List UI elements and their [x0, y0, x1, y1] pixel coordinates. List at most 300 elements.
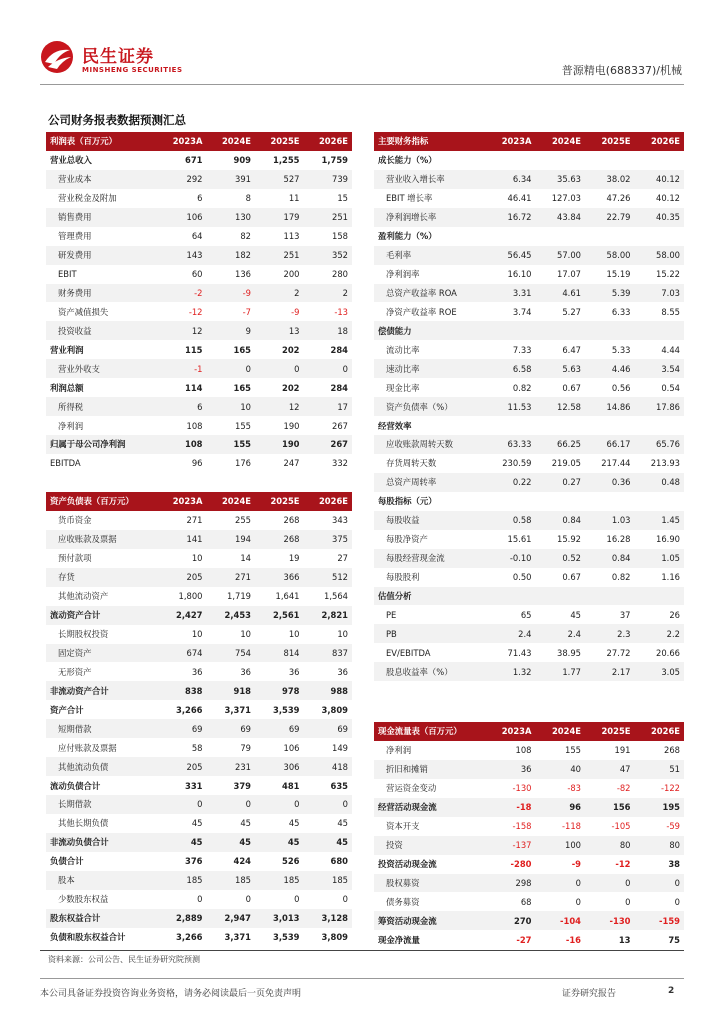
- table-row: [46, 359, 352, 378]
- table-row: [374, 151, 684, 170]
- table-row: [374, 435, 684, 454]
- value-cell: 754: [207, 644, 256, 663]
- value-cell: 268: [283, 515, 300, 526]
- value-cell: 185: [304, 871, 353, 890]
- value-cell: 0: [255, 359, 304, 378]
- value-cell: 106: [283, 742, 300, 753]
- value-cell: 65: [520, 609, 532, 620]
- value-cell: 0.48: [635, 473, 685, 492]
- value-cell: 205: [158, 568, 207, 587]
- value-cell: 671: [185, 155, 203, 166]
- value-cell: 0.22: [486, 473, 536, 492]
- table-row: [46, 227, 352, 246]
- value-cell: 40.12: [635, 170, 685, 189]
- value-cell: 298: [486, 874, 536, 893]
- row-label: 现金比率: [386, 382, 420, 393]
- value-cell: 3,013: [255, 909, 304, 928]
- value-cell: 106: [158, 208, 207, 227]
- value-cell: 0: [207, 795, 256, 814]
- table-title-cell: 资产负债表（百万元）: [46, 492, 158, 511]
- row-label: 流动负债合计: [50, 780, 101, 791]
- value-cell: 65.76: [635, 435, 685, 454]
- value-cell: 58.00: [635, 246, 685, 265]
- value-cell: -2: [158, 284, 207, 303]
- value-cell: 2.4: [536, 624, 586, 643]
- header-divider: [40, 84, 684, 85]
- table-row: [374, 473, 684, 492]
- row-label: 其他流动负债: [46, 757, 158, 776]
- year-header-cell: 2025E: [255, 492, 304, 511]
- value-cell: 69: [207, 719, 256, 738]
- value-cell: 12: [158, 321, 207, 340]
- value-cell: 56.45: [486, 246, 536, 265]
- table-row: [46, 909, 352, 928]
- value-cell: 15.61: [507, 534, 532, 545]
- value-cell: 27.72: [606, 647, 631, 658]
- value-cell: 13: [618, 934, 631, 945]
- year-header-cell: 2025E: [255, 132, 304, 151]
- row-label: 财务费用: [46, 284, 158, 303]
- value-cell: 391: [207, 170, 256, 189]
- value-cell: 217.44: [601, 458, 631, 469]
- value-cell: 69: [304, 719, 353, 738]
- data-source-note: 资料来源：公司公告、民生证券研究院预测: [48, 955, 200, 964]
- value-cell: 36: [337, 666, 348, 677]
- value-cell: [635, 151, 685, 170]
- row-label: 应收账款及票据: [46, 530, 158, 549]
- row-label: 流动资产合计: [46, 606, 158, 625]
- row-label: 短期借款: [46, 719, 158, 738]
- table-row: [46, 871, 352, 890]
- value-cell: 47: [585, 760, 635, 779]
- value-cell: 113: [283, 231, 300, 242]
- value-cell: -122: [660, 783, 680, 794]
- financial-ratios-table: [374, 132, 684, 681]
- row-label: 管理费用: [58, 231, 92, 242]
- value-cell: 15.19: [606, 269, 631, 280]
- row-label: 偿债能力: [374, 321, 486, 340]
- year-header-cell: 2023A: [486, 132, 536, 151]
- value-cell: 19: [288, 553, 300, 564]
- value-cell: [486, 321, 536, 340]
- value-cell: [585, 151, 635, 170]
- value-cell: 80: [585, 836, 635, 855]
- value-cell: -16: [565, 934, 581, 945]
- table-row: [46, 928, 352, 947]
- row-label: 折旧和摊销: [374, 760, 486, 779]
- row-label: 每股收益: [374, 511, 486, 530]
- value-cell: -9: [207, 284, 256, 303]
- row-label: 营业外收支: [46, 359, 158, 378]
- value-cell: [635, 587, 685, 606]
- value-cell: 2.3: [585, 624, 635, 643]
- value-cell: 6: [197, 193, 203, 204]
- row-label: 每股指标（元）: [378, 496, 437, 507]
- value-cell: 284: [330, 382, 348, 393]
- value-cell: 379: [233, 780, 251, 791]
- year-header-cell: 2023A: [158, 132, 207, 151]
- value-cell: -137: [486, 836, 536, 855]
- value-cell: 0.67: [562, 572, 581, 583]
- value-cell: 100: [536, 836, 586, 855]
- row-label: 每股经营现金流: [374, 549, 486, 568]
- value-cell: 0.58: [486, 511, 536, 530]
- row-label: 无形资产: [58, 666, 92, 677]
- value-cell: 271: [207, 568, 256, 587]
- row-label: 投资活动现金流: [378, 859, 437, 870]
- value-cell: 190: [255, 435, 304, 454]
- value-cell: 255: [235, 515, 251, 526]
- value-cell: 1.45: [635, 511, 685, 530]
- value-cell: 40.35: [635, 208, 685, 227]
- row-label: 成长能力（%）: [378, 155, 437, 166]
- table-row: [374, 359, 684, 378]
- value-cell: 96: [536, 798, 586, 817]
- value-cell: 8: [245, 193, 251, 204]
- value-cell: 10: [337, 629, 348, 640]
- value-cell: 3.05: [635, 662, 685, 681]
- value-cell: 0: [304, 359, 353, 378]
- value-cell: 0: [304, 795, 353, 814]
- value-cell: 22.79: [585, 208, 635, 227]
- value-cell: 376: [185, 856, 203, 867]
- value-cell: 231: [207, 757, 256, 776]
- row-label: 利润总额: [50, 382, 84, 393]
- value-cell: 45: [240, 818, 251, 829]
- value-cell: 108: [186, 420, 203, 431]
- value-cell: 2.17: [585, 662, 635, 681]
- row-label: 估值分析: [374, 587, 486, 606]
- value-cell: 331: [185, 780, 203, 791]
- row-label: 营业利润: [50, 344, 84, 355]
- row-label: 股权募资: [374, 874, 486, 893]
- value-cell: 60: [191, 269, 203, 280]
- value-cell: 7.03: [635, 284, 685, 303]
- value-cell: 11.53: [486, 397, 536, 416]
- value-cell: 3,371: [224, 932, 251, 943]
- value-cell: 16.10: [507, 269, 532, 280]
- value-cell: 155: [207, 435, 256, 454]
- footer-divider: [40, 978, 684, 979]
- value-cell: 352: [304, 246, 353, 265]
- value-cell: 332: [332, 458, 348, 469]
- row-label: 经营效率: [378, 420, 412, 431]
- value-cell: 38.95: [557, 647, 581, 658]
- table-row: [46, 321, 352, 340]
- value-cell: 2,453: [207, 606, 256, 625]
- table-row: [46, 606, 352, 625]
- row-label: 负债合计: [50, 856, 84, 867]
- value-cell: 2.4: [486, 624, 536, 643]
- value-cell: 3,371: [224, 704, 251, 715]
- value-cell: [635, 227, 685, 246]
- value-cell: 108: [158, 435, 207, 454]
- value-cell: 0: [245, 894, 251, 905]
- row-label: 资本开支: [386, 821, 420, 832]
- row-label: 归属于母公司净利润: [46, 435, 158, 454]
- table-title-cell: 现金流量表（百万元）: [374, 722, 486, 741]
- value-cell: -13: [334, 306, 348, 317]
- value-cell: 0.82: [512, 382, 532, 393]
- value-cell: 680: [330, 856, 348, 867]
- row-label: 长期借款: [46, 795, 158, 814]
- row-label: 长期股权投资: [58, 629, 109, 640]
- value-cell: 45: [570, 609, 581, 620]
- table-row: [374, 624, 684, 643]
- value-cell: 635: [330, 780, 348, 791]
- value-cell: [486, 416, 536, 435]
- value-cell: 13: [255, 321, 304, 340]
- table-row: [46, 700, 352, 719]
- row-label: 其他长期负债: [58, 818, 109, 829]
- row-label: 速动比率: [374, 359, 486, 378]
- value-cell: 58: [191, 742, 203, 753]
- value-cell: -18: [486, 798, 536, 817]
- table-row: [374, 855, 684, 874]
- row-label: EBIT: [58, 269, 77, 280]
- row-label: 流动比率: [386, 344, 420, 355]
- table-row: [374, 208, 684, 227]
- table-row: [46, 890, 352, 909]
- value-cell: 918: [207, 681, 256, 700]
- table-row: [46, 208, 352, 227]
- value-cell: 15.92: [557, 534, 581, 545]
- value-cell: 155: [565, 745, 581, 756]
- table-row: [374, 397, 684, 416]
- table-row: [46, 776, 352, 795]
- row-label: 资产减值损失: [58, 306, 109, 317]
- row-label: PB: [374, 624, 486, 643]
- value-cell: 165: [233, 382, 251, 393]
- value-cell: 9: [207, 321, 256, 340]
- row-label: 股本: [46, 871, 158, 890]
- value-cell: 0: [635, 874, 685, 893]
- value-cell: 0: [294, 894, 300, 905]
- row-label: 净利润: [58, 420, 84, 431]
- table-row: [374, 530, 684, 549]
- value-cell: 45: [255, 833, 304, 852]
- value-cell: 66.25: [536, 435, 586, 454]
- table-row: [374, 817, 684, 836]
- value-cell: 10: [288, 629, 300, 640]
- row-label: 资产合计: [50, 704, 84, 715]
- brand-name-en: MINSHENG SECURITIES: [82, 66, 183, 74]
- row-label: 营业成本: [46, 170, 158, 189]
- value-cell: [585, 321, 635, 340]
- value-cell: 1.03: [585, 511, 635, 530]
- table-row: [46, 625, 352, 644]
- value-cell: 14: [240, 553, 251, 564]
- value-cell: [585, 492, 635, 511]
- table-row: [374, 189, 684, 208]
- value-cell: -280: [510, 859, 532, 870]
- table-bottom-divider: [40, 950, 684, 951]
- row-label: 应付账款及票据: [58, 742, 117, 753]
- table-title-cell: 利润表（百万元）: [46, 132, 158, 151]
- value-cell: 16.28: [606, 534, 631, 545]
- table-title-cell: 主要财务指标: [374, 132, 486, 151]
- row-label: 净资产收益率 ROE: [386, 306, 457, 317]
- value-cell: 424: [233, 856, 251, 867]
- value-cell: 1.77: [536, 662, 586, 681]
- table-row: [374, 836, 684, 855]
- value-cell: 292: [158, 170, 207, 189]
- row-label: 盈利能力（%）: [378, 231, 437, 242]
- year-header-cell: 2026E: [304, 132, 353, 151]
- year-header-cell: 2026E: [635, 722, 685, 741]
- value-cell: 1,564: [324, 591, 348, 602]
- row-label: 净利润增长率: [374, 208, 486, 227]
- value-cell: -59: [666, 821, 680, 832]
- value-cell: 16.72: [486, 208, 536, 227]
- row-label: 销售费用: [46, 208, 158, 227]
- value-cell: 63.33: [486, 435, 536, 454]
- year-header-cell: 2025E: [585, 132, 635, 151]
- value-cell: -0.10: [486, 549, 536, 568]
- value-cell: 268: [664, 745, 680, 756]
- table-row: [374, 779, 684, 798]
- value-cell: 2,889: [158, 909, 207, 928]
- value-cell: [536, 587, 586, 606]
- value-cell: 143: [158, 246, 207, 265]
- year-header-cell: 2024E: [536, 132, 586, 151]
- value-cell: 194: [207, 530, 256, 549]
- row-label: 预付款项: [58, 553, 92, 564]
- row-label: 投资: [374, 836, 486, 855]
- value-cell: 1.05: [635, 549, 685, 568]
- value-cell: [536, 227, 586, 246]
- value-cell: 2,427: [158, 606, 207, 625]
- value-cell: 158: [332, 231, 348, 242]
- value-cell: -82: [616, 783, 631, 794]
- year-header-cell: 2026E: [304, 492, 353, 511]
- value-cell: 43.84: [536, 208, 586, 227]
- table-row: [46, 302, 352, 321]
- row-label: EBIT 增长率: [386, 193, 433, 204]
- value-cell: 10: [191, 553, 203, 564]
- value-cell: 271: [186, 515, 203, 526]
- value-cell: 38: [668, 859, 680, 870]
- table-row: [46, 397, 352, 416]
- value-cell: 7.33: [512, 344, 532, 355]
- value-cell: 4.46: [585, 359, 635, 378]
- value-cell: [635, 492, 685, 511]
- row-label: 其他流动资产: [58, 591, 109, 602]
- table-row: [46, 265, 352, 284]
- value-cell: 0: [342, 894, 348, 905]
- value-cell: 2.2: [635, 624, 685, 643]
- value-cell: 45: [304, 833, 353, 852]
- value-cell: 0.84: [536, 511, 586, 530]
- value-cell: 1,759: [321, 155, 348, 166]
- value-cell: 270: [486, 911, 536, 930]
- value-cell: -118: [561, 821, 581, 832]
- table-row: [46, 757, 352, 776]
- value-cell: 1,719: [227, 591, 251, 602]
- value-cell: 1,641: [275, 591, 300, 602]
- value-cell: -130: [512, 783, 532, 794]
- value-cell: 45: [207, 833, 256, 852]
- value-cell: 0: [255, 795, 304, 814]
- value-cell: 0.56: [611, 382, 631, 393]
- value-cell: 38.02: [585, 170, 635, 189]
- value-cell: 36: [288, 666, 300, 677]
- value-cell: 190: [283, 420, 300, 431]
- value-cell: 674: [158, 644, 207, 663]
- value-cell: 37: [619, 609, 631, 620]
- value-cell: -7: [242, 306, 251, 317]
- value-cell: 10: [240, 629, 251, 640]
- brand-name-cn: 民生证券: [82, 47, 154, 67]
- table-row: [46, 170, 352, 189]
- value-cell: 8.55: [661, 306, 680, 317]
- value-cell: 251: [255, 246, 304, 265]
- value-cell: 0.82: [611, 572, 631, 583]
- value-cell: [635, 321, 685, 340]
- value-cell: 185: [158, 871, 207, 890]
- value-cell: 3,809: [321, 932, 348, 943]
- row-label: 净利润率: [386, 269, 420, 280]
- table-row: [46, 681, 352, 700]
- value-cell: 526: [282, 856, 300, 867]
- income-statement-table: [46, 132, 352, 473]
- table-row: [46, 340, 352, 359]
- value-cell: 80: [635, 836, 685, 855]
- table-row: [46, 511, 352, 530]
- value-cell: -1: [158, 359, 207, 378]
- row-label: 每股股利: [386, 572, 420, 583]
- row-label: 股东权益合计: [46, 909, 158, 928]
- table-row: [46, 587, 352, 606]
- value-cell: 837: [304, 644, 353, 663]
- value-cell: 79: [240, 742, 251, 753]
- row-label: 固定资产: [46, 644, 158, 663]
- value-cell: 12: [255, 397, 304, 416]
- value-cell: 40: [536, 760, 586, 779]
- row-label: PE: [386, 609, 397, 620]
- value-cell: 0: [625, 896, 631, 907]
- page-header: [0, 0, 724, 84]
- value-cell: 247: [283, 458, 300, 469]
- value-cell: 0.36: [585, 473, 635, 492]
- value-cell: 26: [669, 609, 680, 620]
- value-cell: -27: [516, 934, 532, 945]
- value-cell: 0.67: [562, 382, 581, 393]
- value-cell: 6.33: [611, 306, 631, 317]
- value-cell: 6.58: [486, 359, 536, 378]
- value-cell: 2: [304, 284, 353, 303]
- value-cell: 343: [332, 515, 348, 526]
- value-cell: 12.58: [536, 397, 586, 416]
- value-cell: [486, 492, 536, 511]
- table-row: [374, 798, 684, 817]
- value-cell: 6.47: [562, 344, 581, 355]
- row-label: 债务募资: [386, 896, 420, 907]
- value-cell: 45: [337, 818, 348, 829]
- row-label: 现金净流量: [378, 934, 420, 945]
- value-cell: 10: [207, 397, 256, 416]
- value-cell: 418: [304, 757, 353, 776]
- value-cell: 46.41: [507, 193, 532, 204]
- value-cell: 0: [197, 894, 203, 905]
- report-type-label: 证券研究报告: [562, 989, 617, 999]
- value-cell: 2,561: [255, 606, 304, 625]
- value-cell: 375: [304, 530, 353, 549]
- row-label: 存货: [46, 568, 158, 587]
- year-header-cell: 2025E: [585, 722, 635, 741]
- table-row: [46, 568, 352, 587]
- value-cell: 1,255: [273, 155, 300, 166]
